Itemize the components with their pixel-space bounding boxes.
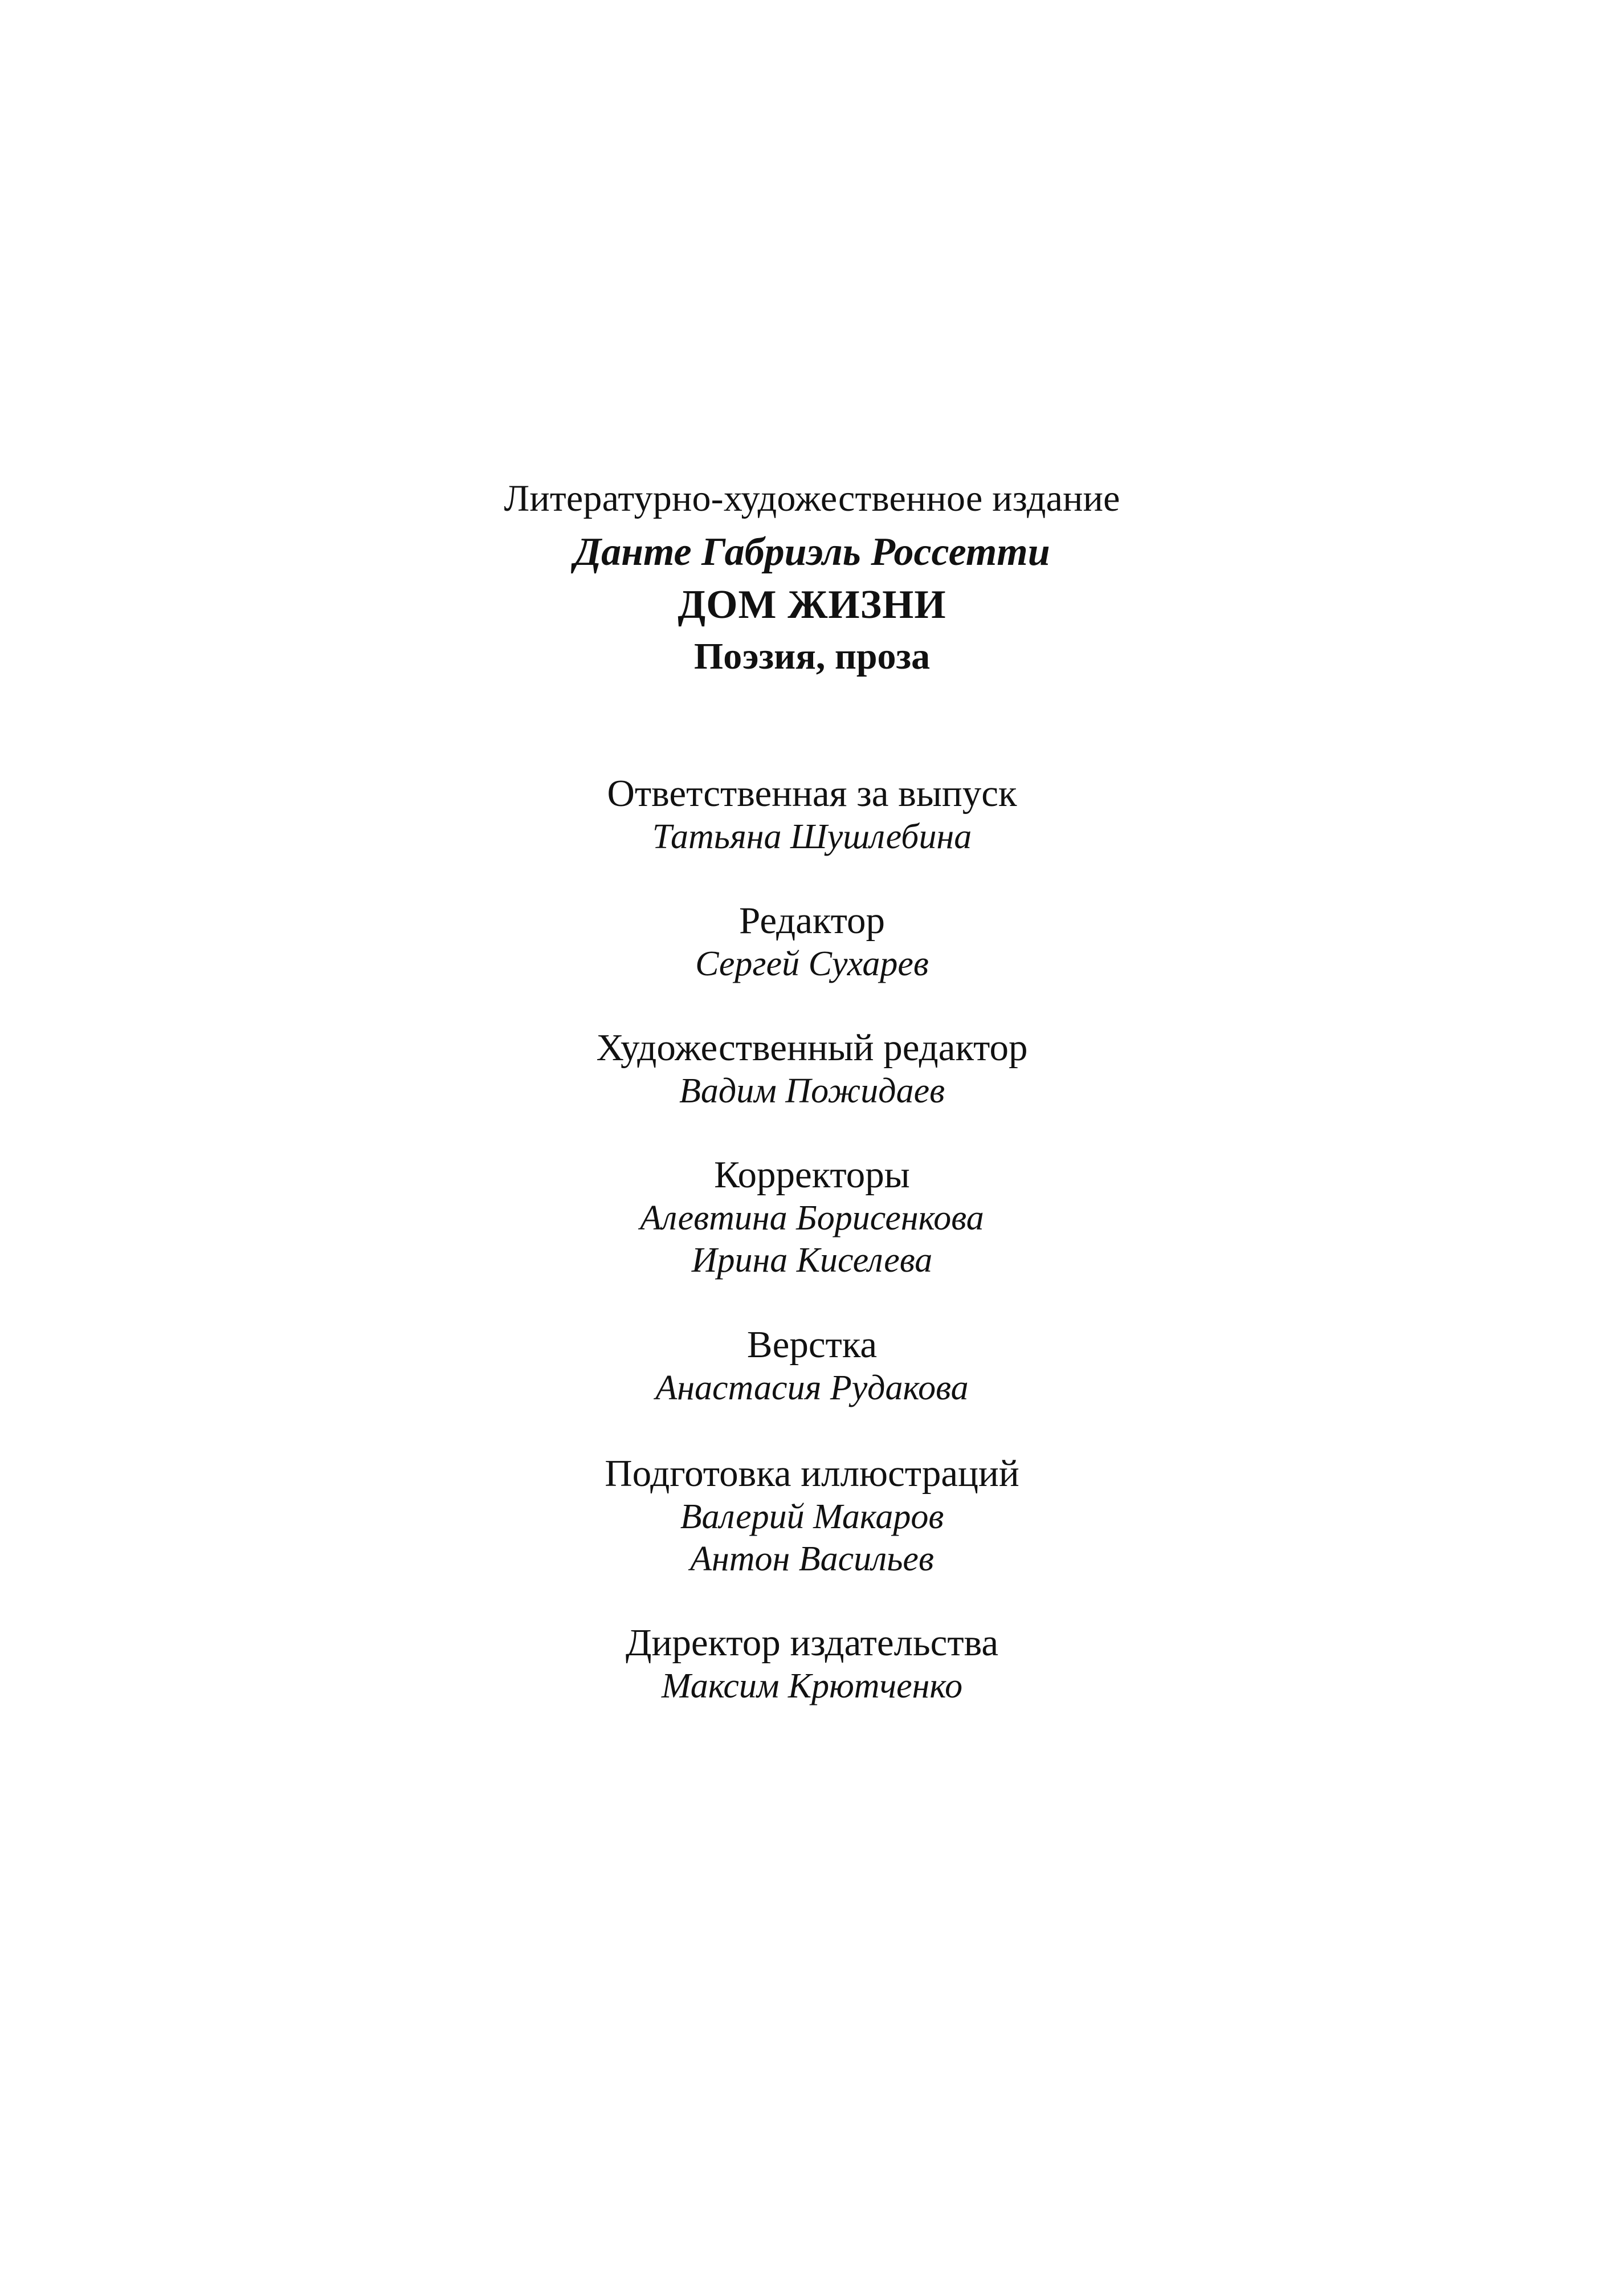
author-name: Данте Габриэль Россетти (574, 530, 1050, 574)
credit-person: Ирина Киселева (691, 1241, 933, 1280)
credit-role: Художественный редактор (596, 1027, 1028, 1069)
credit-role: Подготовка иллюстраций (605, 1452, 1019, 1495)
credit-proofreaders (0, 1153, 1624, 1281)
credit-illustrations (0, 1451, 1624, 1580)
book-subtitle: Поэзия, проза (693, 636, 931, 677)
edition-header (0, 471, 1624, 682)
edition-type: Литературно-художественное издание (504, 478, 1120, 519)
credit-editor (0, 898, 1624, 985)
credit-person: Максим Крютченко (661, 1667, 963, 1705)
credit-person: Антон Васильев (690, 1540, 934, 1578)
credit-role: Корректоры (714, 1154, 910, 1196)
credit-role: Верстка (746, 1324, 878, 1366)
credit-layout (0, 1322, 1624, 1409)
credit-director (0, 1621, 1624, 1707)
credit-person: Алевтина Борисенкова (640, 1199, 984, 1237)
credit-person: Вадим Пожидаев (679, 1072, 945, 1110)
book-title: ДОМ ЖИЗНИ (678, 583, 946, 627)
credit-role: Ответственная за выпуск (607, 772, 1017, 815)
credit-role: Директор издательства (625, 1622, 999, 1664)
credit-person: Анастасия Рудакова (655, 1369, 969, 1407)
credit-role: Редактор (738, 899, 886, 942)
credit-person: Татьяна Шушлебина (652, 817, 972, 856)
credit-person: Сергей Сухарев (695, 944, 929, 983)
credit-art-editor (0, 1025, 1624, 1112)
credit-responsible (0, 771, 1624, 858)
credit-person: Валерий Макаров (680, 1497, 944, 1536)
